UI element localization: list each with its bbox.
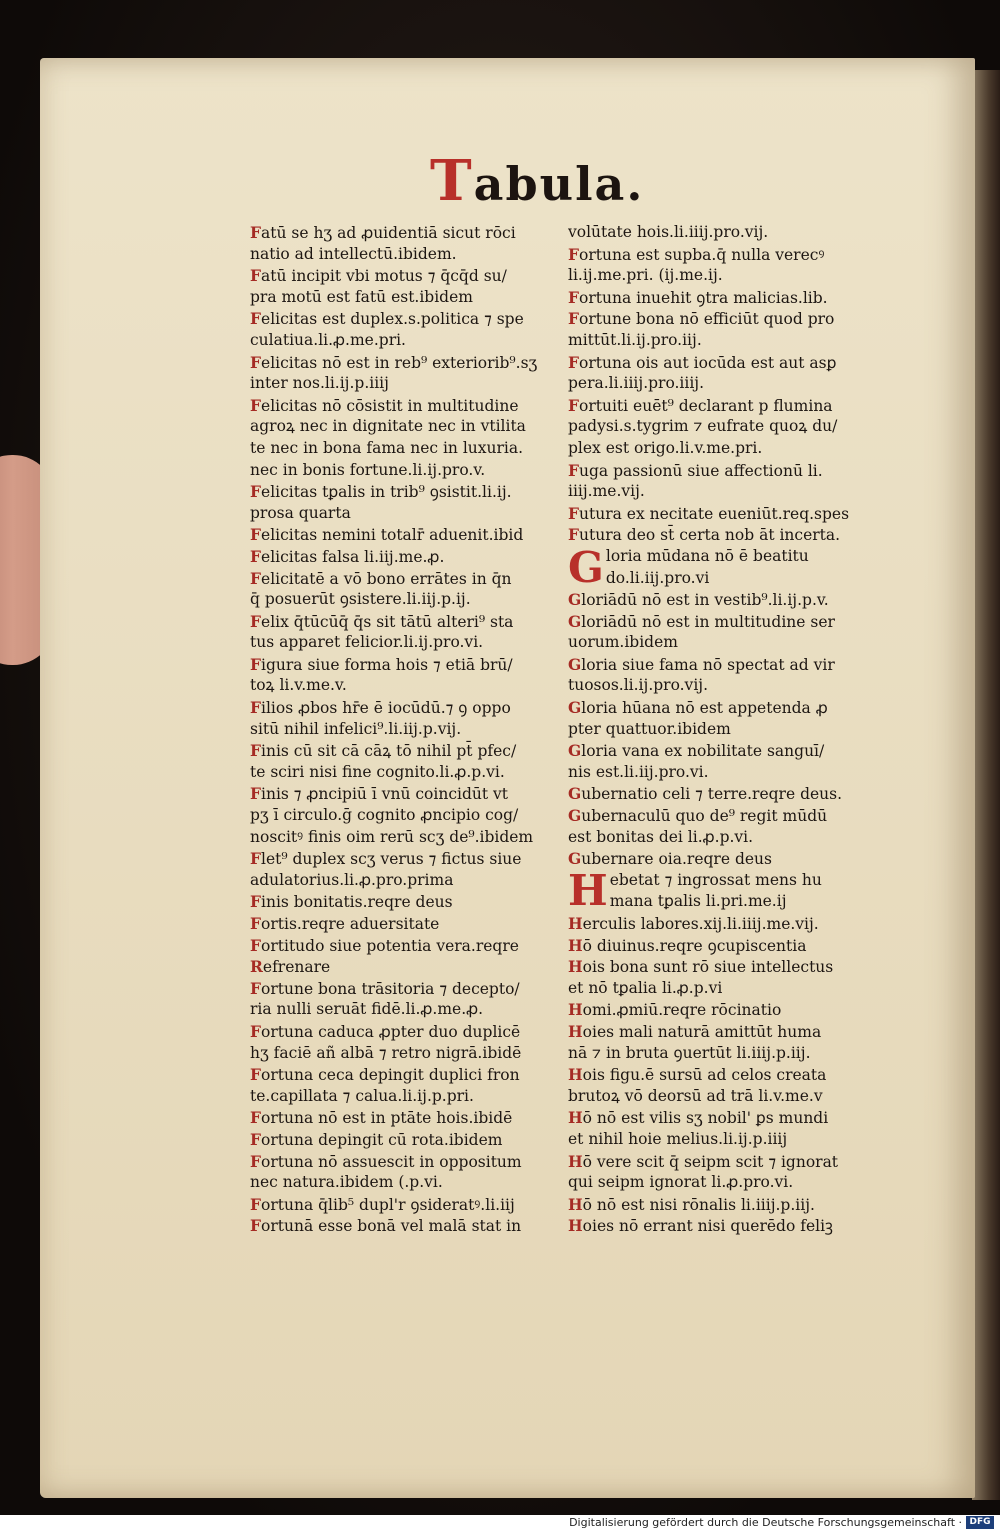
text-line: Fortitudo siue potentia vera.reqre	[250, 935, 519, 955]
text-line: agroꝝ nec in dignitate nec in vtilita	[250, 417, 526, 436]
text-line: Futura ex necitate eueniūt.req.spes	[568, 503, 850, 523]
text-line: tus apparet felicior.li.ij.pro.vi.	[250, 633, 484, 652]
text-line: Hō diuinus.reqre ꝯcupiscentia	[568, 935, 807, 955]
text-line: Felix q̄tūcūq̄ q̄s sit tātū alteri⁹ sta	[250, 611, 514, 631]
section-initial: H	[568, 869, 608, 913]
text-line: li.ij.me.pri. (ij.me.ij.	[568, 266, 723, 285]
text-line: Gubernatio celi ⁊ terre.reqre deus.	[568, 784, 843, 804]
text-line: nec natura.ibidem (.p.vi.	[250, 1173, 443, 1192]
text-line: Felicitas nō est in reb⁹ exteriorib⁹.sʒ	[250, 352, 538, 372]
text-line: Finis cū sit cā cāꝝ tō nihil pt̄ pfec/	[250, 741, 517, 761]
text-line: Felicitas nemini totalr̄ aduenit.ibid	[250, 525, 524, 545]
text-line: Hō nō est vilis sʒ nobil' ꝑs mundi	[568, 1108, 829, 1128]
text-line: toꝝ li.v.me.v.	[250, 676, 347, 695]
text-line: Fortuna caduca ꝓpter duo duplicē	[250, 1021, 521, 1041]
text-line: Gloriādū nō est in multitudine ser	[568, 611, 835, 631]
text-line: et nō tꝑalia li.ꝓ.p.vi	[568, 978, 723, 997]
text-line: plex est origo.li.v.me.pri.	[568, 438, 763, 457]
dfg-logo: DFG	[966, 1516, 994, 1529]
text-line: Gloria vana ex nobilitate sanguī/	[568, 741, 825, 761]
text-line: Felicitas falsa li.iij.me.ꝓ.	[250, 546, 445, 566]
text-line: Hoies nō errant nisi querēdo feliꝫ	[568, 1216, 833, 1236]
text-line: tuosos.li.ij.pro.vij.	[568, 676, 709, 695]
text-line: est bonitas dei li.ꝓ.p.vi.	[568, 827, 754, 846]
text-line: Hō nō est nisi rōnalis li.iiij.p.iij.	[568, 1194, 815, 1214]
text-line: Fortuiti euēt⁹ declarant p flumina	[568, 395, 833, 415]
heading-initial: T	[430, 148, 474, 214]
text-line: Fortunā esse bonā vel malā stat in	[250, 1216, 522, 1236]
text-line: do.li.iij.pro.vi	[605, 568, 710, 587]
text-line: sitū nihil infelici⁹.li.iij.p.vij.	[250, 719, 462, 738]
text-line: loria mūdana nō ē beatitu	[605, 546, 809, 565]
text-line: Fortuna depingit cū rota.ibidem	[250, 1129, 503, 1149]
text-line: adulatorius.li.ꝓ.pro.prima	[250, 870, 454, 889]
text-line: Felicitas est duplex.s.politica ⁊ spe	[250, 309, 524, 329]
text-line: Filios ꝓbos hr̄e ē iocūdū.⁊ ꝯ oppo	[250, 698, 511, 718]
text-line: Gubernare oia.reqre deus	[568, 849, 772, 869]
text-line: Gloria hūana nō est appetenda ꝓ	[568, 698, 828, 718]
footer-credit: Digitalisierung gefördert durch die Deutsche Forschungsgemeinschaft ·	[569, 1516, 962, 1529]
digitization-footer	[0, 1515, 1000, 1532]
text-line: Herculis labores.xij.li.iiij.me.vij.	[568, 914, 819, 933]
right-column	[568, 222, 886, 1237]
text-line: uorum.ibidem	[568, 633, 678, 652]
book-page-edge	[972, 70, 1000, 1500]
text-line: volūtate hois.li.iiij.pro.vij.	[568, 223, 769, 241]
text-line: te sciri nisi fine cognito.li.ꝓ.p.vi.	[250, 762, 505, 781]
text-line: Gloria siue fama nō spectat ad vir	[568, 654, 835, 674]
text-line: Fortuna nō assuescit in oppositum	[250, 1151, 522, 1171]
text-line: brutoꝝ vō deorsū ad trā li.v.me.v	[568, 1086, 823, 1105]
text-line: Gloriādū nō est in vestib⁹.li.ij.p.v.	[568, 590, 829, 610]
text-line: Gubernaculū quo de⁹ regit mūdū	[568, 806, 828, 826]
text-line: Finis bonitatis.reqre deus	[250, 892, 453, 912]
text-line: ebetat ⁊ ingrossat mens hu	[609, 870, 822, 889]
text-line: te.capillata ⁊ calua.li.ij.p.pri.	[250, 1086, 474, 1105]
text-line: Fortuna est supba.q̄ nulla verecꝰ	[568, 244, 825, 264]
section-initial: G	[568, 545, 604, 590]
text-line: qui seipm ignorat li.ꝓ.pro.vi.	[568, 1173, 794, 1192]
text-line: nā ⁊ in bruta ꝯuertūt li.iiij.p.iij.	[568, 1043, 811, 1062]
text-line: iiij.me.vij.	[568, 482, 645, 501]
text-line: Refrenare	[250, 957, 331, 977]
section-start	[568, 870, 886, 913]
text-line: inter nos.li.ij.p.iiij	[250, 374, 389, 393]
text-line: et nihil hoie melius.li.ij.p.iiij	[568, 1129, 788, 1148]
text-line: Fortuna inuehit ꝯtra malicias.lib.	[568, 287, 828, 307]
heading-text: abula.	[473, 157, 645, 211]
text-line: noscitꝰ finis oim rerū scʒ de⁹.ibidem	[250, 827, 534, 846]
text-line: hʒ faciē añ albā ⁊ retro nigrā.ibidē	[250, 1043, 522, 1062]
text-line: Fortuna ois aut iocūda est aut asꝑ	[568, 352, 837, 372]
text-line: q̄ posuerūt ꝯsistere.li.iij.p.ij.	[250, 590, 471, 609]
text-line: te nec in bona fama nec in luxuria.	[250, 438, 524, 457]
text-line: pera.li.iiij.pro.iiij.	[568, 374, 705, 393]
text-line: culatiua.li.ꝓ.me.pri.	[250, 330, 406, 349]
text-line: Futura deo st̄ certa nob āt incerta.	[568, 525, 841, 545]
left-column	[250, 222, 555, 1237]
text-line: Hoies mali naturā amittūt huma	[568, 1021, 822, 1041]
section-text	[606, 546, 809, 589]
text-line: Flet⁹ duplex scʒ verus ⁊ fictus siue	[250, 849, 522, 869]
text-line: pra motū est fatū est.ibidem	[250, 287, 473, 306]
text-line: Fortune bona nō efficiūt quod pro	[568, 309, 835, 329]
text-line: pter quattuor.ibidem	[568, 719, 731, 738]
text-line: mittūt.li.ij.pro.iij.	[568, 330, 702, 349]
text-line: Felicitas nō cōsistit in multitudine	[250, 395, 519, 415]
text-line: Fortuna q̄lib⁵ dupl'r ꝯsideratꝰ.li.iij	[250, 1194, 515, 1214]
text-line: Finis ⁊ ꝓncipiū ī vnū coincidūt vt	[250, 784, 509, 804]
text-line: mana tꝑalis li.pri.me.ij	[609, 892, 787, 911]
text-line: Hois figu.ē sursū ad celos creata	[568, 1065, 827, 1085]
section-text	[610, 870, 822, 913]
text-line: Fuga passionū siue affectionū li.	[568, 460, 823, 480]
text-line: pʒ ī circulo.ḡ cognito ꝓncipio cog/	[250, 806, 519, 825]
text-line: Fortuna ceca depingit duplici fron	[250, 1065, 520, 1085]
text-line: Fatū se hʒ ad ꝓuidentiā sicut rōci	[250, 223, 516, 242]
text-line: Figura siue forma hois ⁊ etiā brū/	[250, 654, 513, 674]
text-line: Homi.ꝓmiū.reqre rōcinatio	[568, 1000, 782, 1020]
text-line: Fortune bona trāsitoria ⁊ decepto/	[250, 978, 520, 998]
text-line: Hō vere scit q̄ seipm scit ⁊ ignorat	[568, 1151, 839, 1171]
text-line: ria nulli seruāt fidē.li.ꝓ.me.ꝓ.	[250, 1000, 484, 1019]
text-line: natio ad intellectū.ibidem.	[250, 244, 457, 263]
text-line: padysi.s.tygrim ⁊ eufrate quoꝝ du/	[568, 417, 838, 436]
text-line: Fortuna nō est in ptāte hois.ibidē	[250, 1108, 513, 1128]
section-start	[568, 546, 886, 589]
text-line: nis est.li.iij.pro.vi.	[568, 762, 709, 781]
text-line: nec in bonis fortune.li.ij.pro.v.	[250, 460, 486, 479]
text-line: Felicitatē a vō bono errātes in q̄n	[250, 568, 512, 588]
text-line: prosa quarta	[250, 503, 351, 522]
text-line: Fortis.reqre aduersitate	[250, 914, 440, 933]
text-line: Felicitas tꝑalis in trib⁹ ꝯsistit.li.ij.	[250, 482, 512, 502]
text-line: Fatū incipit vbi motus ⁊ q̄cq̄d su/	[250, 266, 507, 286]
text-line: Hois bona sunt rō siue intellectus	[568, 957, 834, 977]
page-heading	[430, 148, 644, 214]
